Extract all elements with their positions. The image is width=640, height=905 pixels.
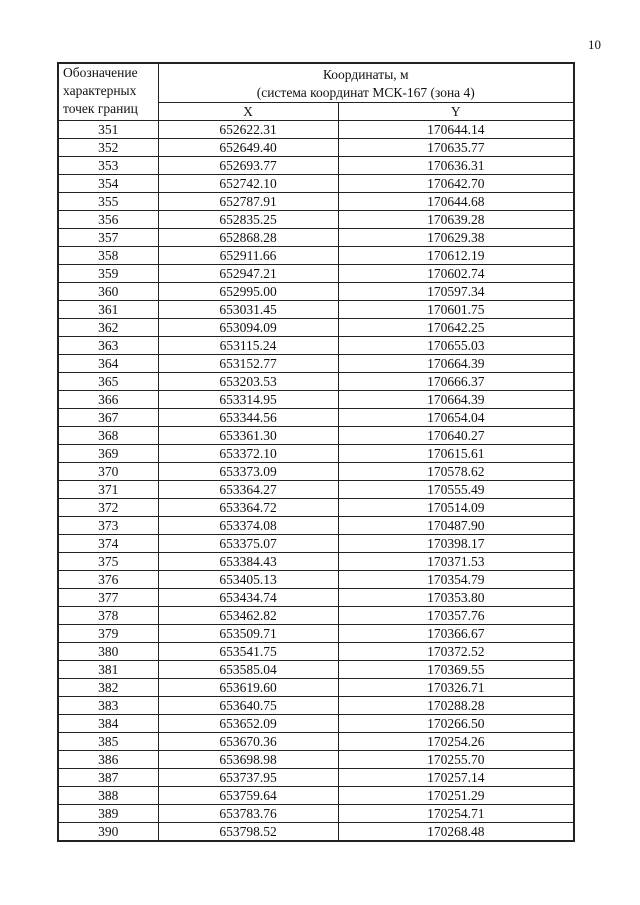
y-coordinate-cell: 170326.71 (338, 679, 574, 697)
y-coordinate-cell: 170636.31 (338, 157, 574, 175)
point-number-cell: 356 (58, 211, 158, 229)
y-coordinate-cell: 170612.19 (338, 247, 574, 265)
x-coordinate-cell: 653585.04 (158, 661, 338, 679)
point-label-line-3: точек границ (63, 101, 138, 116)
point-label-line-1: Обозначение (63, 65, 138, 80)
table-row (58, 265, 574, 283)
point-number-cell: 389 (58, 805, 158, 823)
point-number-cell: 371 (58, 481, 158, 499)
point-number-cell: 388 (58, 787, 158, 805)
x-coordinate-cell: 652649.40 (158, 139, 338, 157)
y-coordinate-cell: 170354.79 (338, 571, 574, 589)
y-coordinate-cell: 170255.70 (338, 751, 574, 769)
point-label-header (58, 63, 158, 121)
coords-header (158, 63, 574, 103)
x-coordinate-cell: 653434.74 (158, 589, 338, 607)
table-row (58, 553, 574, 571)
x-coordinate-cell: 653372.10 (158, 445, 338, 463)
point-number-cell: 354 (58, 175, 158, 193)
y-coordinate-cell: 170254.26 (338, 733, 574, 751)
x-coordinate-cell: 653670.36 (158, 733, 338, 751)
point-number-cell: 385 (58, 733, 158, 751)
point-number-cell: 358 (58, 247, 158, 265)
y-coordinate-cell: 170601.75 (338, 301, 574, 319)
table-row (58, 715, 574, 733)
point-number-cell: 377 (58, 589, 158, 607)
x-coordinate-cell: 652835.25 (158, 211, 338, 229)
point-number-cell: 376 (58, 571, 158, 589)
table-row (58, 643, 574, 661)
point-number-cell: 359 (58, 265, 158, 283)
x-coordinate-cell: 653783.76 (158, 805, 338, 823)
table-row (58, 787, 574, 805)
point-number-cell: 367 (58, 409, 158, 427)
table-row (58, 823, 574, 842)
y-coordinate-cell: 170602.74 (338, 265, 574, 283)
table-row (58, 247, 574, 265)
table-row (58, 751, 574, 769)
point-number-cell: 374 (58, 535, 158, 553)
y-coordinate-cell: 170398.17 (338, 535, 574, 553)
table-row (58, 481, 574, 499)
point-number-cell: 351 (58, 121, 158, 139)
y-coordinate-cell: 170268.48 (338, 823, 574, 842)
y-coordinate-cell: 170371.53 (338, 553, 574, 571)
table-row (58, 535, 574, 553)
y-coordinate-cell: 170288.28 (338, 697, 574, 715)
table-row (58, 211, 574, 229)
col-y-header: Y (338, 103, 574, 121)
table-row (58, 121, 574, 139)
x-coordinate-cell: 653384.43 (158, 553, 338, 571)
table-row (58, 391, 574, 409)
table-row (58, 607, 574, 625)
table-row (58, 463, 574, 481)
table-row (58, 355, 574, 373)
x-coordinate-cell: 653344.56 (158, 409, 338, 427)
table-row (58, 571, 574, 589)
table-row (58, 319, 574, 337)
y-coordinate-cell: 170578.62 (338, 463, 574, 481)
x-coordinate-cell: 653541.75 (158, 643, 338, 661)
x-coordinate-cell: 652693.77 (158, 157, 338, 175)
table-row (58, 193, 574, 211)
table-row (58, 139, 574, 157)
x-coordinate-cell: 653737.95 (158, 769, 338, 787)
x-coordinate-cell: 653373.09 (158, 463, 338, 481)
table-row (58, 499, 574, 517)
point-number-cell: 365 (58, 373, 158, 391)
table-body (58, 121, 574, 842)
y-coordinate-cell: 170654.04 (338, 409, 574, 427)
x-coordinate-cell: 652742.10 (158, 175, 338, 193)
point-number-cell: 386 (58, 751, 158, 769)
y-coordinate-cell: 170372.52 (338, 643, 574, 661)
point-number-cell: 363 (58, 337, 158, 355)
point-number-cell: 360 (58, 283, 158, 301)
table-row (58, 697, 574, 715)
point-number-cell: 372 (58, 499, 158, 517)
x-coordinate-cell: 653759.64 (158, 787, 338, 805)
table-row (58, 373, 574, 391)
point-number-cell: 353 (58, 157, 158, 175)
x-coordinate-cell: 653031.45 (158, 301, 338, 319)
table-row (58, 769, 574, 787)
point-number-cell: 373 (58, 517, 158, 535)
x-coordinate-cell: 653652.09 (158, 715, 338, 733)
table-row (58, 427, 574, 445)
x-coordinate-cell: 653374.08 (158, 517, 338, 535)
table-row (58, 229, 574, 247)
x-coordinate-cell: 652995.00 (158, 283, 338, 301)
y-coordinate-cell: 170357.76 (338, 607, 574, 625)
coordinates-table (57, 62, 575, 842)
point-number-cell: 352 (58, 139, 158, 157)
y-coordinate-cell: 170640.27 (338, 427, 574, 445)
y-coordinate-cell: 170555.49 (338, 481, 574, 499)
col-x-header: X (158, 103, 338, 121)
x-coordinate-cell: 653152.77 (158, 355, 338, 373)
x-coordinate-cell: 653698.98 (158, 751, 338, 769)
y-coordinate-cell: 170266.50 (338, 715, 574, 733)
x-coordinate-cell: 653375.07 (158, 535, 338, 553)
table-row (58, 301, 574, 319)
y-coordinate-cell: 170353.80 (338, 589, 574, 607)
point-number-cell: 381 (58, 661, 158, 679)
point-number-cell: 378 (58, 607, 158, 625)
point-number-cell: 384 (58, 715, 158, 733)
page-number: 10 (588, 37, 601, 52)
point-number-cell: 370 (58, 463, 158, 481)
point-number-cell: 380 (58, 643, 158, 661)
point-number-cell: 383 (58, 697, 158, 715)
x-coordinate-cell: 652622.31 (158, 121, 338, 139)
y-coordinate-cell: 170644.68 (338, 193, 574, 211)
table-row (58, 517, 574, 535)
point-number-cell: 369 (58, 445, 158, 463)
y-coordinate-cell: 170366.67 (338, 625, 574, 643)
table-row (58, 175, 574, 193)
x-coordinate-cell: 652787.91 (158, 193, 338, 211)
coords-title: Координаты, м (322, 67, 409, 82)
x-coordinate-cell: 653798.52 (158, 823, 338, 842)
y-coordinate-cell: 170254.71 (338, 805, 574, 823)
x-coordinate-cell: 653364.72 (158, 499, 338, 517)
table-row (58, 589, 574, 607)
point-number-cell: 390 (58, 823, 158, 842)
table-row (58, 733, 574, 751)
point-number-cell: 357 (58, 229, 158, 247)
table-row (58, 679, 574, 697)
table-row (58, 625, 574, 643)
x-coordinate-cell: 653314.95 (158, 391, 338, 409)
point-label-line-2: характерных (63, 83, 137, 98)
y-coordinate-cell: 170635.77 (338, 139, 574, 157)
y-coordinate-cell: 170369.55 (338, 661, 574, 679)
point-number-cell: 362 (58, 319, 158, 337)
y-coordinate-cell: 170615.61 (338, 445, 574, 463)
x-coordinate-cell: 653640.75 (158, 697, 338, 715)
y-coordinate-cell: 170644.14 (338, 121, 574, 139)
point-number-cell: 375 (58, 553, 158, 571)
point-number-cell: 382 (58, 679, 158, 697)
x-coordinate-cell: 652947.21 (158, 265, 338, 283)
y-coordinate-cell: 170642.25 (338, 319, 574, 337)
table-row (58, 283, 574, 301)
x-coordinate-cell: 653361.30 (158, 427, 338, 445)
y-coordinate-cell: 170664.39 (338, 391, 574, 409)
x-coordinate-cell: 653405.13 (158, 571, 338, 589)
y-coordinate-cell: 170597.34 (338, 283, 574, 301)
y-coordinate-cell: 170655.03 (338, 337, 574, 355)
table-row (58, 337, 574, 355)
point-number-cell: 368 (58, 427, 158, 445)
y-coordinate-cell: 170664.39 (338, 355, 574, 373)
x-coordinate-cell: 653203.53 (158, 373, 338, 391)
x-coordinate-cell: 653094.09 (158, 319, 338, 337)
point-number-cell: 361 (58, 301, 158, 319)
point-number-cell: 379 (58, 625, 158, 643)
y-coordinate-cell: 170639.28 (338, 211, 574, 229)
coords-system: (система координат МСК-167 (зона 4) (256, 85, 475, 100)
x-coordinate-cell: 653462.82 (158, 607, 338, 625)
y-coordinate-cell: 170514.09 (338, 499, 574, 517)
y-coordinate-cell: 170666.37 (338, 373, 574, 391)
table-row (58, 445, 574, 463)
y-coordinate-cell: 170629.38 (338, 229, 574, 247)
x-coordinate-cell: 653509.71 (158, 625, 338, 643)
x-coordinate-cell: 652911.66 (158, 247, 338, 265)
y-coordinate-cell: 170251.29 (338, 787, 574, 805)
point-number-cell: 355 (58, 193, 158, 211)
point-number-cell: 387 (58, 769, 158, 787)
y-coordinate-cell: 170257.14 (338, 769, 574, 787)
y-coordinate-cell: 170487.90 (338, 517, 574, 535)
y-coordinate-cell: 170642.70 (338, 175, 574, 193)
x-coordinate-cell: 652868.28 (158, 229, 338, 247)
table-row (58, 805, 574, 823)
table-row (58, 157, 574, 175)
point-number-cell: 366 (58, 391, 158, 409)
x-coordinate-cell: 653364.27 (158, 481, 338, 499)
table-row (58, 661, 574, 679)
table-row (58, 409, 574, 427)
point-number-cell: 364 (58, 355, 158, 373)
x-coordinate-cell: 653115.24 (158, 337, 338, 355)
x-coordinate-cell: 653619.60 (158, 679, 338, 697)
